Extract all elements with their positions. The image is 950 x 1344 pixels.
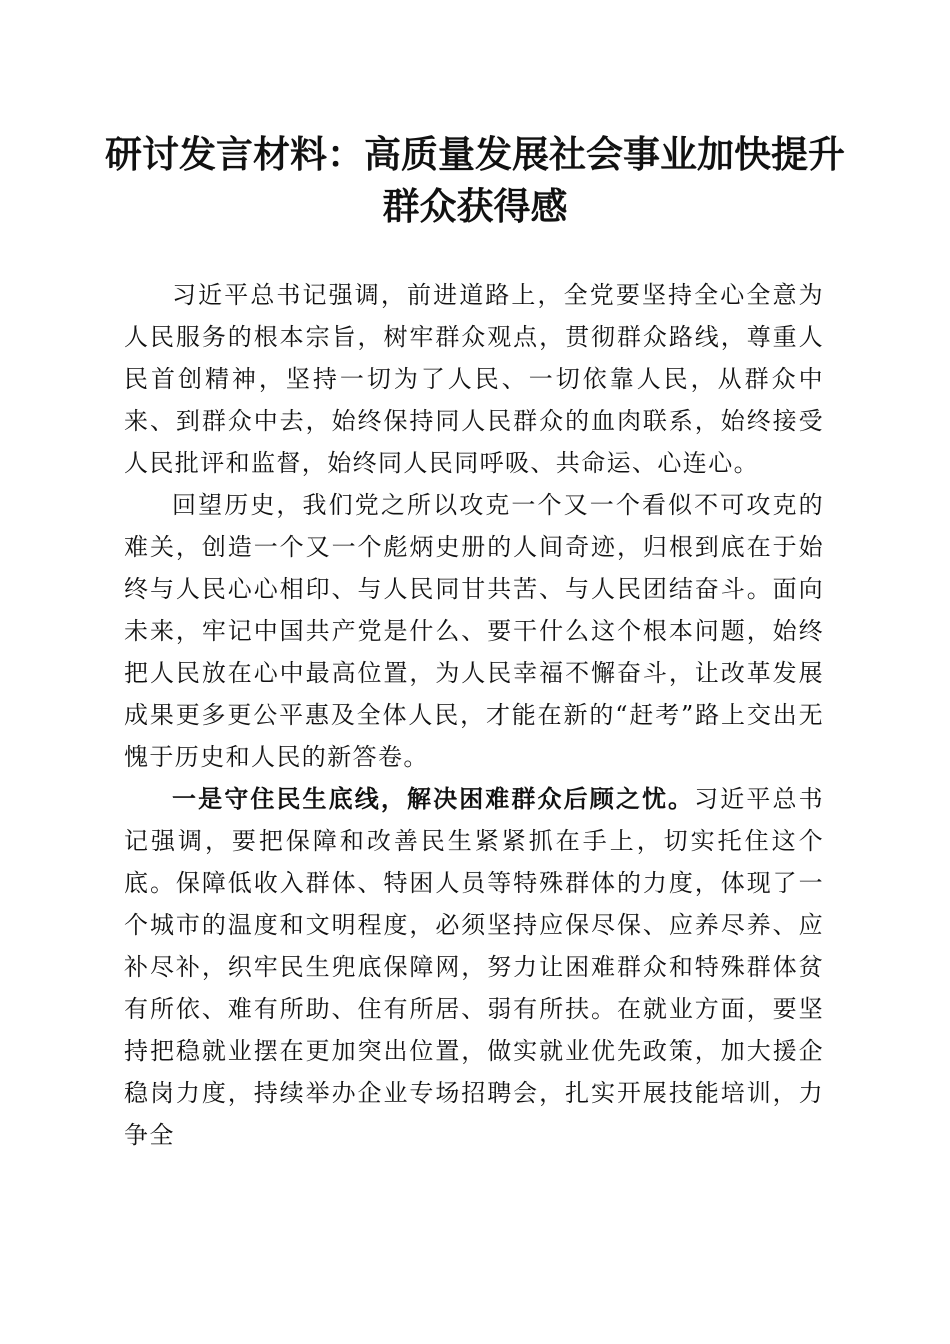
document-body xyxy=(124,274,824,1156)
title-line-2: 群众获得感 xyxy=(382,184,568,228)
document-title xyxy=(100,128,850,232)
title-line-1: 研讨发言材料：高质量发展社会事业加快提升 xyxy=(105,132,845,176)
paragraph-3-lead: 一是守住民生底线，解决困难群众后顾之忧。 xyxy=(172,784,695,813)
paragraph-2 xyxy=(124,484,824,778)
paragraph-1-text: 习近平总书记强调，前进道路上，全党要坚持全心全意为人民服务的根本宗旨，树牢群众观点，贯彻群众路线，尊重人民首创精神，坚持一切为了人民、一切依靠人民，从群众中来、到群众中去，始终保持同人民群众的血肉联系，始终接受人民批评和监督，始终同人民同呼吸、共命运、心连心。 xyxy=(124,281,824,477)
paragraph-2-text: 回望历史，我们党之所以攻克一个又一个看似不可攻克的难关，创造一个又一个彪炳史册的人间奇迹，归根到底在于始终与人民心心相印、与人民同甘共苦、与人民团结奋斗。面向未来，牢记中国共产党是什么、要干什么这个根本问题，始终把人民放在心中最高位置，为人民幸福不懈奋斗，让改革发展成果更多更公平惠及全体人民，才能在新的“赶考”路上交出无愧于历史和人民的新答卷。 xyxy=(124,491,824,771)
paragraph-3 xyxy=(124,778,824,1156)
paragraph-3-text: 习近平总书记强调，要把保障和改善民生紧紧抓在手上，切实托住这个底。保障低收入群体、特困人员等特殊群体的力度，体现了一个城市的温度和文明程度，必须坚持应保尽保、应养尽养、应补尽补，织牢民生兜底保障网，努力让困难群众和特殊群体贫有所依、难有所助、住有所居、弱有所扶。在就业方面，要坚持把稳就业摆在更加突出位置，做实就业优先政策，加大援企稳岗力度，持续举办企业专场招聘会，扎实开展技能培训，力争全 xyxy=(124,785,825,1149)
paragraph-1 xyxy=(124,274,824,484)
